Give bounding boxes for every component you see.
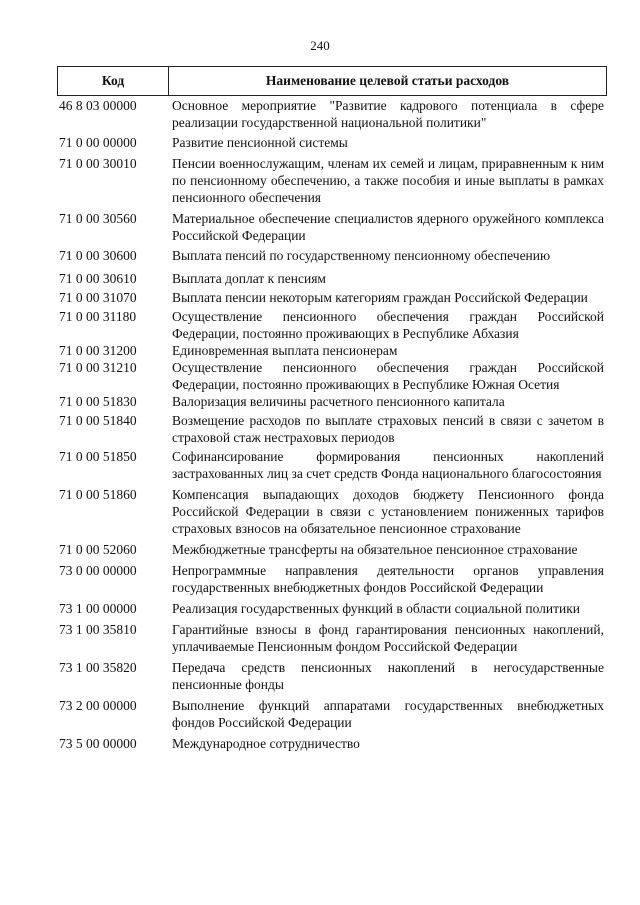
- row-code: 71 0 00 51850: [59, 449, 137, 464]
- header-name: Наименование целевой статьи расходов: [265, 73, 510, 88]
- row-name: Развитие пенсионной системы: [172, 135, 348, 150]
- header-code: Код: [58, 67, 169, 95]
- row-code: 71 0 00 51840: [59, 413, 137, 428]
- table-row: [59, 97, 604, 131]
- row-code: 71 0 00 51830: [59, 394, 137, 409]
- row-code: 46 8 03 00000: [59, 98, 137, 113]
- row-name: Международное сотрудничество: [172, 736, 360, 751]
- table-header: [57, 66, 607, 96]
- row-code: 71 0 00 30610: [59, 271, 137, 286]
- row-name: Материальное обеспечение специалистов ядерного оружейного комплекса Российской Федерации: [172, 211, 604, 243]
- table-row: [59, 735, 604, 752]
- table-body: [59, 97, 604, 752]
- table-row: [59, 359, 604, 393]
- row-name: Валоризация величины расчетного пенсионного капитала: [172, 394, 505, 409]
- row-code: 71 0 00 31070: [59, 290, 137, 305]
- row-code: 73 1 00 00000: [59, 601, 137, 616]
- row-code: 71 0 00 51860: [59, 487, 137, 502]
- table-row: [59, 155, 604, 206]
- row-name: Выплата доплат к пенсиям: [172, 271, 326, 286]
- row-code: 71 0 00 30010: [59, 156, 137, 171]
- row-name: Пенсии военнослужащим, членам их семей и лицам, приравненным к ним по пенсионному обеспечению, а также пособия и иные выплаты в рамках пенсионного обеспечения: [172, 156, 604, 205]
- row-code: 71 0 00 00000: [59, 135, 137, 150]
- row-code: 71 0 00 31180: [59, 309, 137, 324]
- row-name: Непрограммные направления деятельности органов управления государственных внебюджетных фондов Российской Федерации: [172, 563, 604, 595]
- row-code: 71 0 00 31200: [59, 343, 137, 358]
- row-code: 73 5 00 00000: [59, 736, 137, 751]
- row-code: 73 1 00 35820: [59, 660, 137, 675]
- row-name: Осуществление пенсионного обеспечения граждан Российской Федерации, постоянно проживающих в Республике Абхазия: [172, 309, 604, 341]
- row-code: 73 2 00 00000: [59, 698, 137, 713]
- table-row: [59, 621, 604, 655]
- row-name: Реализация государственных функций в области социальной политики: [172, 601, 581, 616]
- table-row: [59, 308, 604, 342]
- row-code: 71 0 00 52060: [59, 542, 137, 557]
- table-row: [59, 270, 604, 287]
- table-row: [59, 134, 604, 151]
- row-name: Передача средств пенсионных накоплений в негосударственные пенсионные фонды: [172, 660, 604, 692]
- table-row: [59, 210, 604, 244]
- table-row: [59, 247, 604, 264]
- table-row: [59, 289, 604, 306]
- row-name: Единовременная выплата пенсионерам: [172, 343, 398, 358]
- table-row: [59, 448, 604, 482]
- table-row: [59, 600, 604, 617]
- table-row: [59, 697, 604, 731]
- row-name: Компенсация выпадающих доходов бюджету Пенсионного фонда Российской Федерации в связи с установлением пониженных тарифов страховых взносов на обязательное пенсионное страхование: [172, 487, 604, 536]
- row-name: Возмещение расходов по выплате страховых пенсий в связи с зачетом в страховой стаж нестраховых периодов: [172, 413, 604, 445]
- row-name: Межбюджетные трансферты на обязательное пенсионное страхование: [172, 542, 578, 557]
- row-name: Осуществление пенсионного обеспечения граждан Российской Федерации, постоянно проживающих в Республике Южная Осетия: [172, 360, 604, 392]
- page-number: 240: [310, 38, 330, 53]
- row-code: 73 0 00 00000: [59, 563, 137, 578]
- table-row: [59, 486, 604, 537]
- table-row: [59, 393, 604, 410]
- table-row: [59, 342, 604, 359]
- row-name: Выплата пенсии некоторым категориям граждан Российской Федерации: [172, 290, 588, 305]
- table-row: [59, 412, 604, 446]
- table-row: [59, 541, 604, 558]
- row-name: Гарантийные взносы в фонд гарантирования пенсионных накоплений, уплачиваемые Пенсионным фондом Российской Федерации: [172, 622, 604, 654]
- row-name: Основное мероприятие "Развитие кадрового потенциала в сфере реализации государственной национальной политики": [172, 98, 604, 130]
- row-name: Софинансирование формирования пенсионных накоплений застрахованных лиц за счет средств Фонда национального благосостояния: [172, 449, 604, 481]
- row-code: 71 0 00 30560: [59, 211, 137, 226]
- row-code: 71 0 00 30600: [59, 248, 137, 263]
- row-name: Выплата пенсий по государственному пенсионному обеспечению: [172, 248, 551, 263]
- row-code: 73 1 00 35810: [59, 622, 137, 637]
- row-code: 71 0 00 31210: [59, 360, 137, 375]
- table-row: [59, 562, 604, 596]
- table-row: [59, 659, 604, 693]
- row-name: Выполнение функций аппаратами государственных внебюджетных фондов Российской Федерации: [172, 698, 604, 730]
